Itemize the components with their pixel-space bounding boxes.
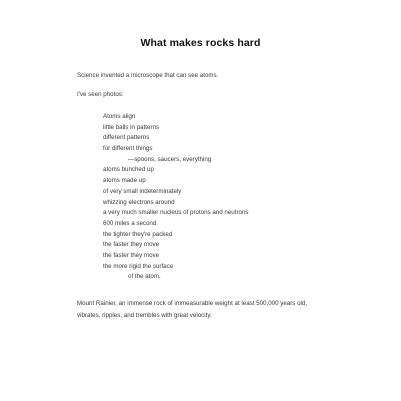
poem-line: of very small indeterminately [103, 187, 182, 195]
poem-line: different patterns [103, 134, 150, 142]
poem-line: the tighter they're packed [103, 230, 173, 238]
page-title: What makes rocks hard [140, 37, 261, 49]
poem-line: atoms bunched up [103, 166, 154, 174]
poem-line: the faster they move [103, 251, 160, 259]
intro-paragraph: Science invented a microscope that can see atoms. [77, 72, 219, 79]
poem-line: 600 miles a second [103, 219, 157, 227]
poem-line: the more rigid the surface [103, 262, 174, 270]
poem-line: for different things [103, 145, 153, 153]
poem-line: a very much smaller nucleus of protons and neutrons [103, 209, 249, 217]
poem-line-indented: of the atom. [128, 273, 161, 281]
poem-line: atoms made up [103, 177, 146, 185]
poem-line: whizzing electrons around [103, 198, 175, 206]
poem-line: little balls in patterns [103, 123, 160, 131]
poem-block [103, 112, 248, 283]
photos-paragraph: I've seen photos: [77, 91, 124, 98]
poem-line-indented: —spoons, saucers, everything [128, 155, 212, 163]
poem-line: the faster they move [103, 241, 160, 249]
closing-paragraph: Mount Rainier, an immense rock of immeasurable weight at least 500,000 years old, vibrates, ripples, and trembles with great velocity. [77, 300, 308, 319]
poem-line: Atoms align [103, 113, 136, 120]
